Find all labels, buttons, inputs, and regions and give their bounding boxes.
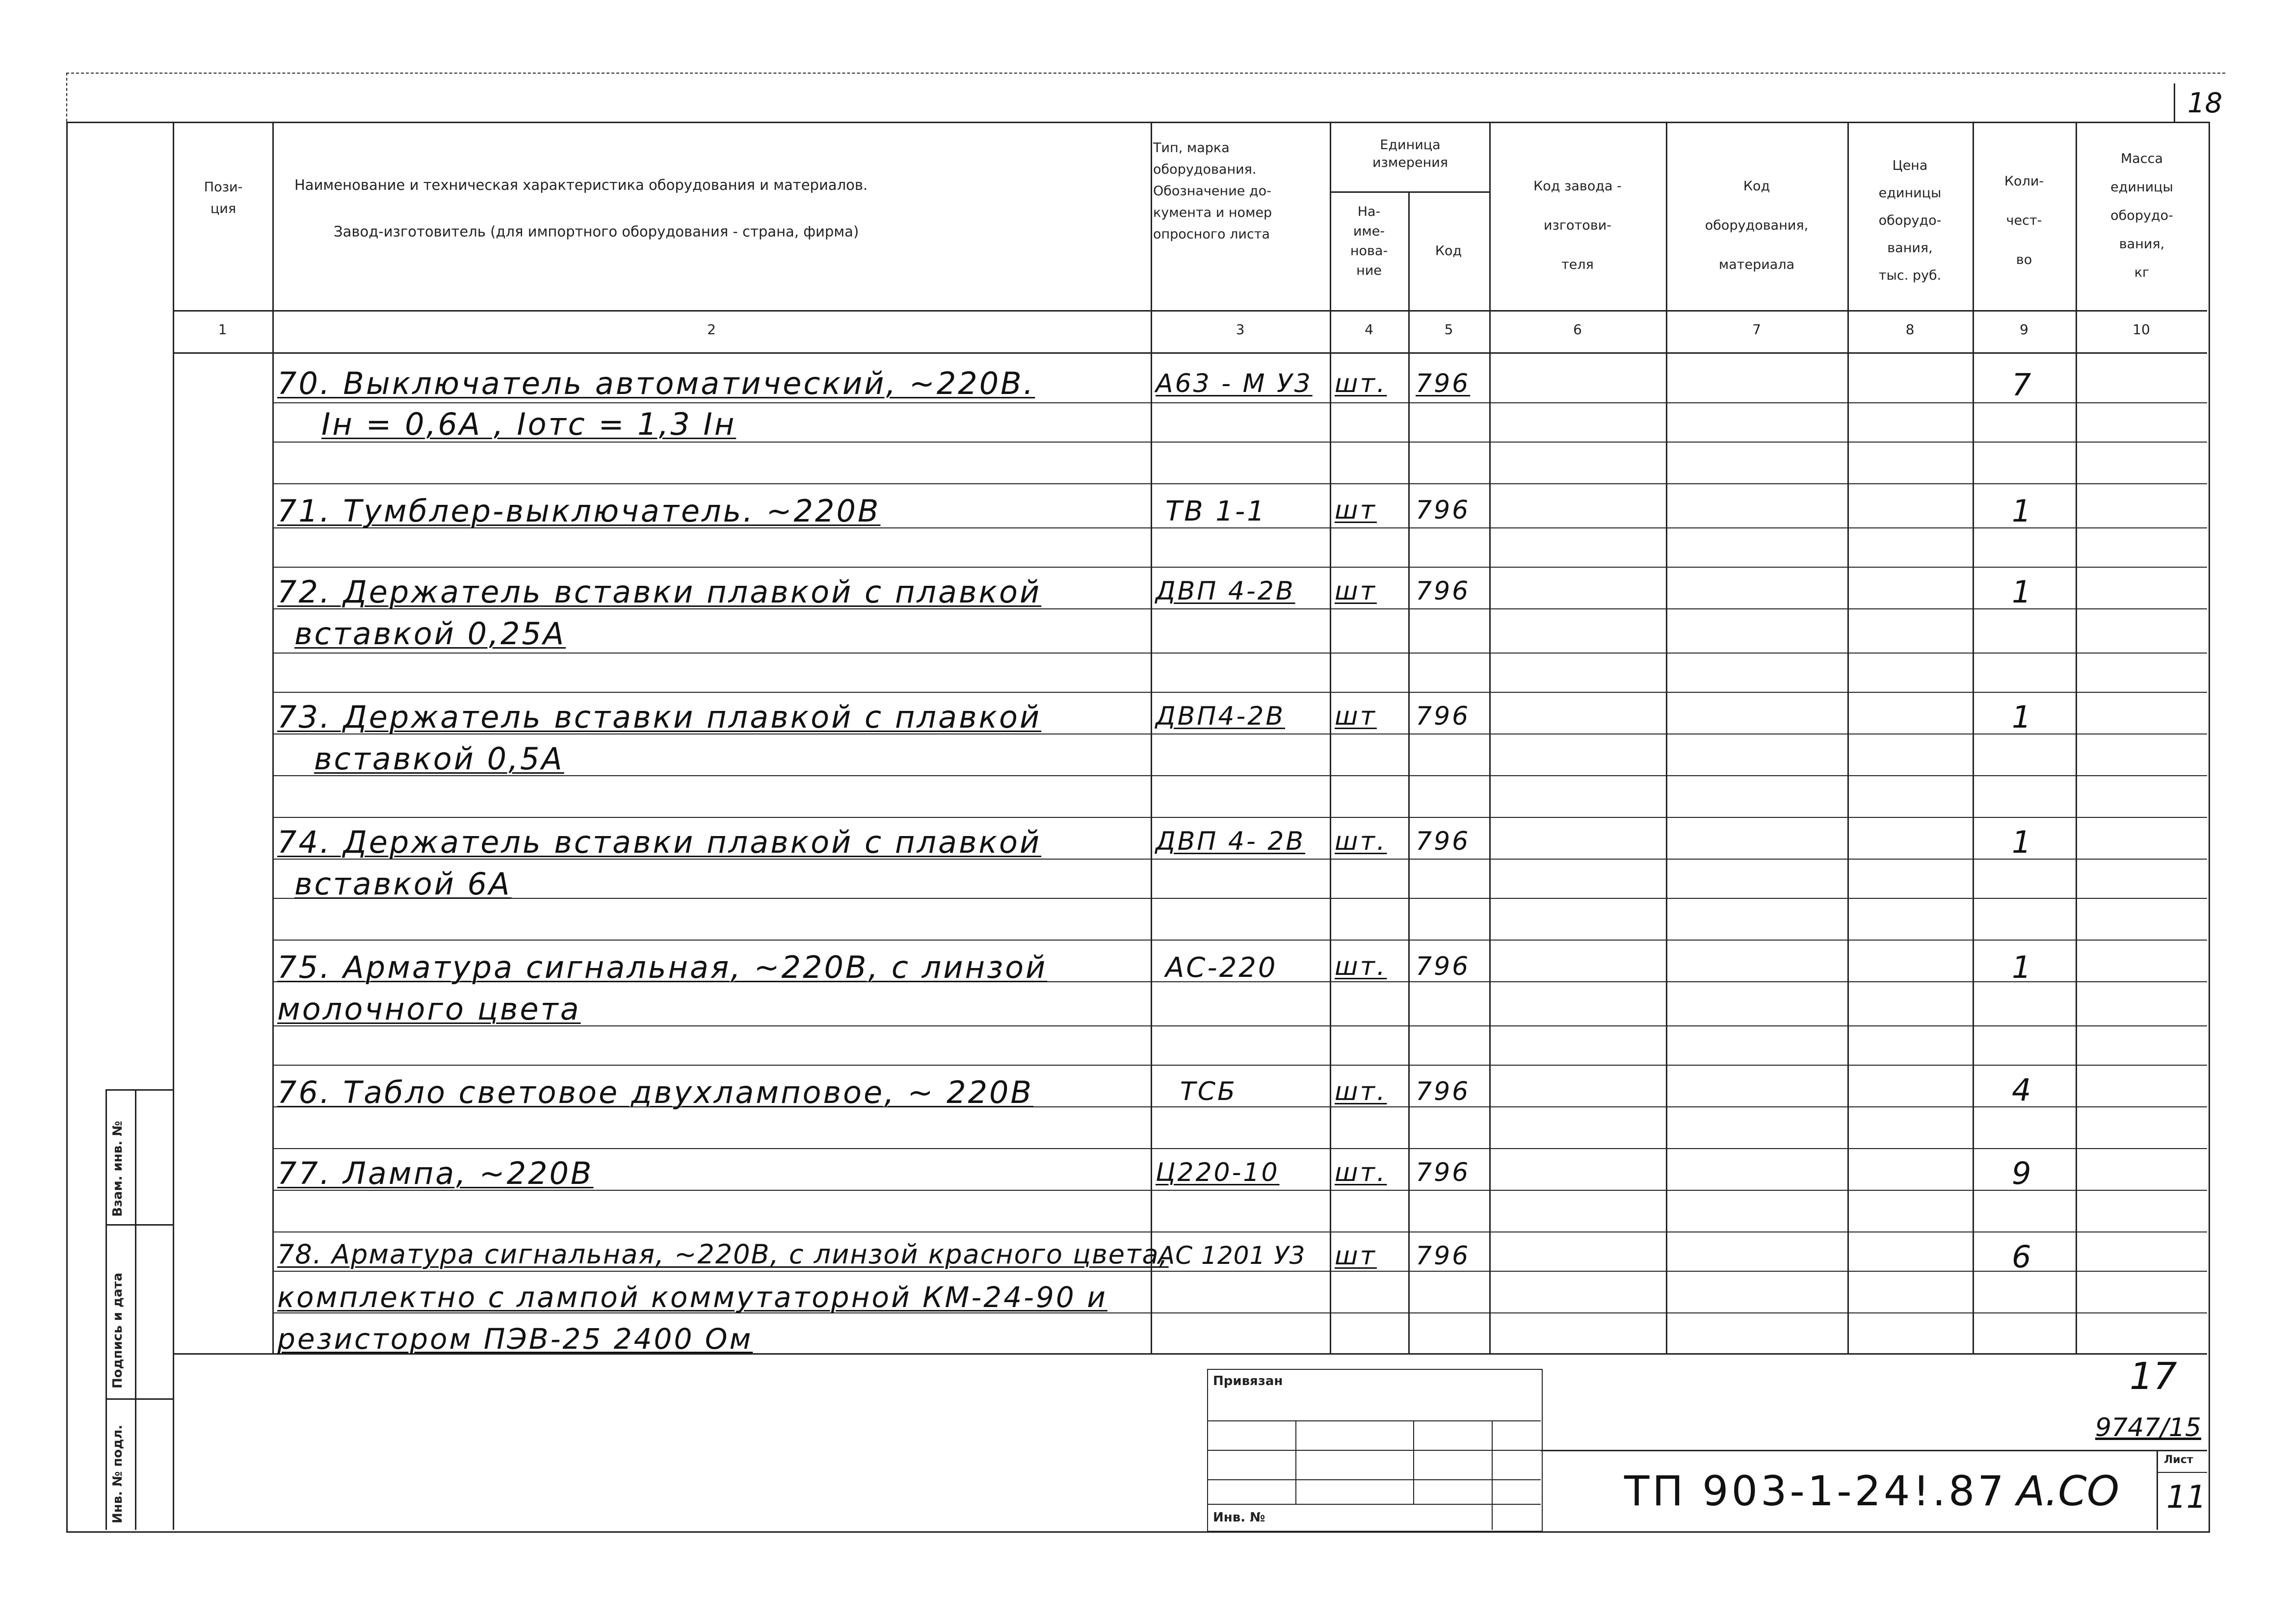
row-rule <box>272 940 2207 941</box>
drawing-code: ТП 903-1-24!.87 <box>1624 1467 2007 1515</box>
inventory-code: 9747/15 <box>2095 1413 2202 1442</box>
header-type: Тип, марка оборудования. Обозначение до- кумента и номер опросного листа <box>1153 140 1272 242</box>
item-78-qty: 6 <box>2012 1239 2033 1275</box>
item-71-unit: шт <box>1335 496 1377 525</box>
item-71-type: ТВ 1-1 <box>1165 496 1266 527</box>
colnum-9: 9 <box>2020 321 2028 338</box>
item-71-name-1: 71. Тумблер-выключатель. ~220В <box>277 493 881 529</box>
item-70-name-1: 70. Выключатель автоматический, ~220В. <box>277 366 1035 401</box>
header-equipment-code: Код оборудования, материала <box>1705 179 1809 272</box>
item-72-unit: шт <box>1335 576 1377 606</box>
item-70-qty: 7 <box>2012 367 2033 403</box>
col-line-2 <box>1151 122 1152 1353</box>
stamp-col <box>1492 1420 1493 1530</box>
header-factory-code: Код завода - изготови- теля <box>1533 179 1622 272</box>
item-77-code: 796 <box>1416 1158 1471 1187</box>
colnum-8: 8 <box>1905 321 1915 338</box>
col-line-8 <box>1973 122 1974 1353</box>
sheet-label: Лист <box>2164 1454 2193 1466</box>
item-76-unit: шт. <box>1335 1077 1387 1106</box>
item-74-code: 796 <box>1416 827 1471 856</box>
handwritten-page: 17 <box>2130 1354 2177 1398</box>
header-name-line1: Наименование и техническая характеристика оборудования и материалов. <box>294 177 868 193</box>
top-trim-line <box>66 73 2225 74</box>
colnum-1: 1 <box>218 321 227 338</box>
item-76-name-1: 76. Табло световое двухламповое, ~ 220В <box>277 1074 1034 1110</box>
item-75-name-2: молочного цвета <box>277 991 581 1027</box>
sidebar-podpis-label: Подпись и дата <box>110 1272 125 1388</box>
item-74-type: ДВП 4- 2В <box>1156 827 1306 856</box>
stamp-inv-label: Инв. № <box>1213 1510 1265 1525</box>
item-73-name-2: вставкой 0,5А <box>314 741 564 777</box>
row-rule <box>272 653 2207 654</box>
item-78-code: 796 <box>1416 1241 1471 1271</box>
header-name-line2: Завод-изготовитель (для импортного оборудования - страна, фирма) <box>334 223 859 240</box>
row-rule <box>272 1231 2207 1232</box>
item-76-type: ТСБ <box>1180 1077 1237 1106</box>
item-74-name-1: 74. Держатель вставки плавкой с плавкой <box>277 824 1042 860</box>
item-78-type: АС 1201 У3 <box>1158 1241 1306 1270</box>
row-rule <box>272 1065 2207 1066</box>
item-77-name-1: 77. Лампа, ~220В <box>277 1155 594 1191</box>
col-line-6 <box>1666 122 1667 1353</box>
stamp-col <box>1413 1420 1414 1504</box>
row-rule <box>272 692 2207 693</box>
item-73-name-1: 73. Держатель вставки плавкой с плавкой <box>277 699 1042 735</box>
item-73-qty: 1 <box>2012 699 2033 735</box>
item-76-qty: 4 <box>2012 1072 2033 1108</box>
item-78-name-2: комплектно с лампой коммутаторной КМ-24-90 и <box>277 1281 1107 1314</box>
item-78-name-1: 78. Арматура сигнальная, ~220В, с линзой красного цвета, <box>277 1239 1169 1270</box>
item-75-qty: 1 <box>2012 949 2033 985</box>
item-75-code: 796 <box>1416 952 1471 981</box>
colnum-bottom <box>173 352 2207 354</box>
header-position: Пози- ция <box>204 180 243 216</box>
header-mass: Масса единицы оборудо- вания, кг <box>2110 151 2173 280</box>
stamp-rule <box>1207 1450 1541 1451</box>
item-77-type: Ц220-10 <box>1156 1158 1280 1187</box>
item-71-qty: 1 <box>2012 493 2033 529</box>
item-73-type: ДВП4-2В <box>1156 702 1286 731</box>
col-line-9 <box>2076 122 2077 1353</box>
item-70-type: А63 - М У3 <box>1156 369 1313 398</box>
item-73-code: 796 <box>1416 702 1471 731</box>
sheet-number: 11 <box>2166 1479 2207 1516</box>
colnum-6: 6 <box>1573 321 1582 338</box>
row-rule <box>272 1271 2207 1272</box>
sidebar-div-1 <box>105 1224 173 1226</box>
row-rule <box>272 567 2207 568</box>
colnum-10: 10 <box>2132 321 2150 338</box>
sheet-box-border <box>2157 1450 2158 1530</box>
colnum-3: 3 <box>1236 321 1245 338</box>
sidebar-vzam-label: Взам. инв. № <box>110 1121 125 1217</box>
row-rule <box>272 1148 2207 1149</box>
row-rule <box>272 402 2207 403</box>
colnum-2: 2 <box>707 321 716 338</box>
item-70-code: 796 <box>1416 369 1471 398</box>
item-73-unit: шт <box>1335 702 1377 731</box>
item-72-code: 796 <box>1416 576 1471 606</box>
col-line-5 <box>1489 122 1491 1353</box>
row-rule <box>272 817 2207 818</box>
unit-header-split <box>1330 191 1489 193</box>
sidebar-div-2 <box>105 1398 173 1400</box>
item-71-code: 796 <box>1416 496 1471 525</box>
page-number: 18 <box>2187 87 2223 119</box>
item-74-qty: 1 <box>2012 824 2033 860</box>
colnum-5: 5 <box>1444 321 1453 338</box>
stamp-rule <box>1207 1504 1541 1505</box>
header-unit-name: На- име- нова- ние <box>1350 204 1388 278</box>
item-74-unit: шт. <box>1335 827 1387 856</box>
sidebar-inner-border <box>135 1089 136 1530</box>
item-70-unit: шт. <box>1335 369 1387 398</box>
sidebar-top <box>105 1089 173 1091</box>
colnum-4: 4 <box>1365 321 1373 338</box>
header-quantity: Коли- чест- во <box>2004 174 2044 267</box>
item-70-name-2: Iн = 0,6А , Iотс = 1,3 Iн <box>321 406 737 442</box>
col-line-7 <box>1847 122 1849 1353</box>
stamp-rule <box>1207 1420 1541 1421</box>
stamp-col <box>1295 1420 1296 1504</box>
header-price: Цена единицы оборудо- вания, тыс. руб. <box>1878 158 1942 283</box>
stamp-rule <box>1207 1479 1541 1480</box>
item-75-name-1: 75. Арматура сигнальная, ~220В, с линзой <box>277 949 1048 985</box>
item-75-unit: шт. <box>1335 952 1387 981</box>
item-72-name-1: 72. Держатель вставки плавкой с плавкой <box>277 574 1042 610</box>
item-78-unit: шт <box>1335 1241 1377 1271</box>
item-76-code: 796 <box>1416 1077 1471 1106</box>
header-unit: Единица измерения <box>1372 137 1448 170</box>
col-line-1 <box>272 122 274 1353</box>
item-77-qty: 9 <box>2012 1155 2033 1191</box>
page-number-divider <box>2174 83 2175 123</box>
item-72-type: ДВП 4-2В <box>1156 576 1295 606</box>
sidebar-inv-label: Инв. № подл. <box>110 1424 125 1523</box>
header-unit-code: Код <box>1435 243 1462 259</box>
item-77-unit: шт. <box>1335 1158 1387 1187</box>
row-rule <box>272 483 2207 484</box>
col-line-4 <box>1408 191 1410 1353</box>
header-bottom <box>173 310 2207 312</box>
item-78-name-3: резистором ПЭВ-25 2400 Ом <box>277 1322 753 1356</box>
binding-stamp-label: Привязан <box>1213 1374 1283 1388</box>
item-72-name-2: вставкой 0,25А <box>294 616 566 652</box>
sidebar-border <box>105 1089 107 1530</box>
col-line-3 <box>1330 122 1331 1353</box>
colnum-7: 7 <box>1752 321 1761 338</box>
title-block-top <box>1541 1450 2207 1451</box>
left-trim-line <box>66 73 67 122</box>
item-75-type: АС-220 <box>1165 952 1278 984</box>
item-74-name-2: вставкой 6А <box>294 866 512 902</box>
sheet-box-split <box>2157 1472 2207 1473</box>
row-rule <box>272 898 2207 899</box>
drawing-mark: А.СО <box>2017 1467 2119 1515</box>
item-72-qty: 1 <box>2012 574 2033 610</box>
